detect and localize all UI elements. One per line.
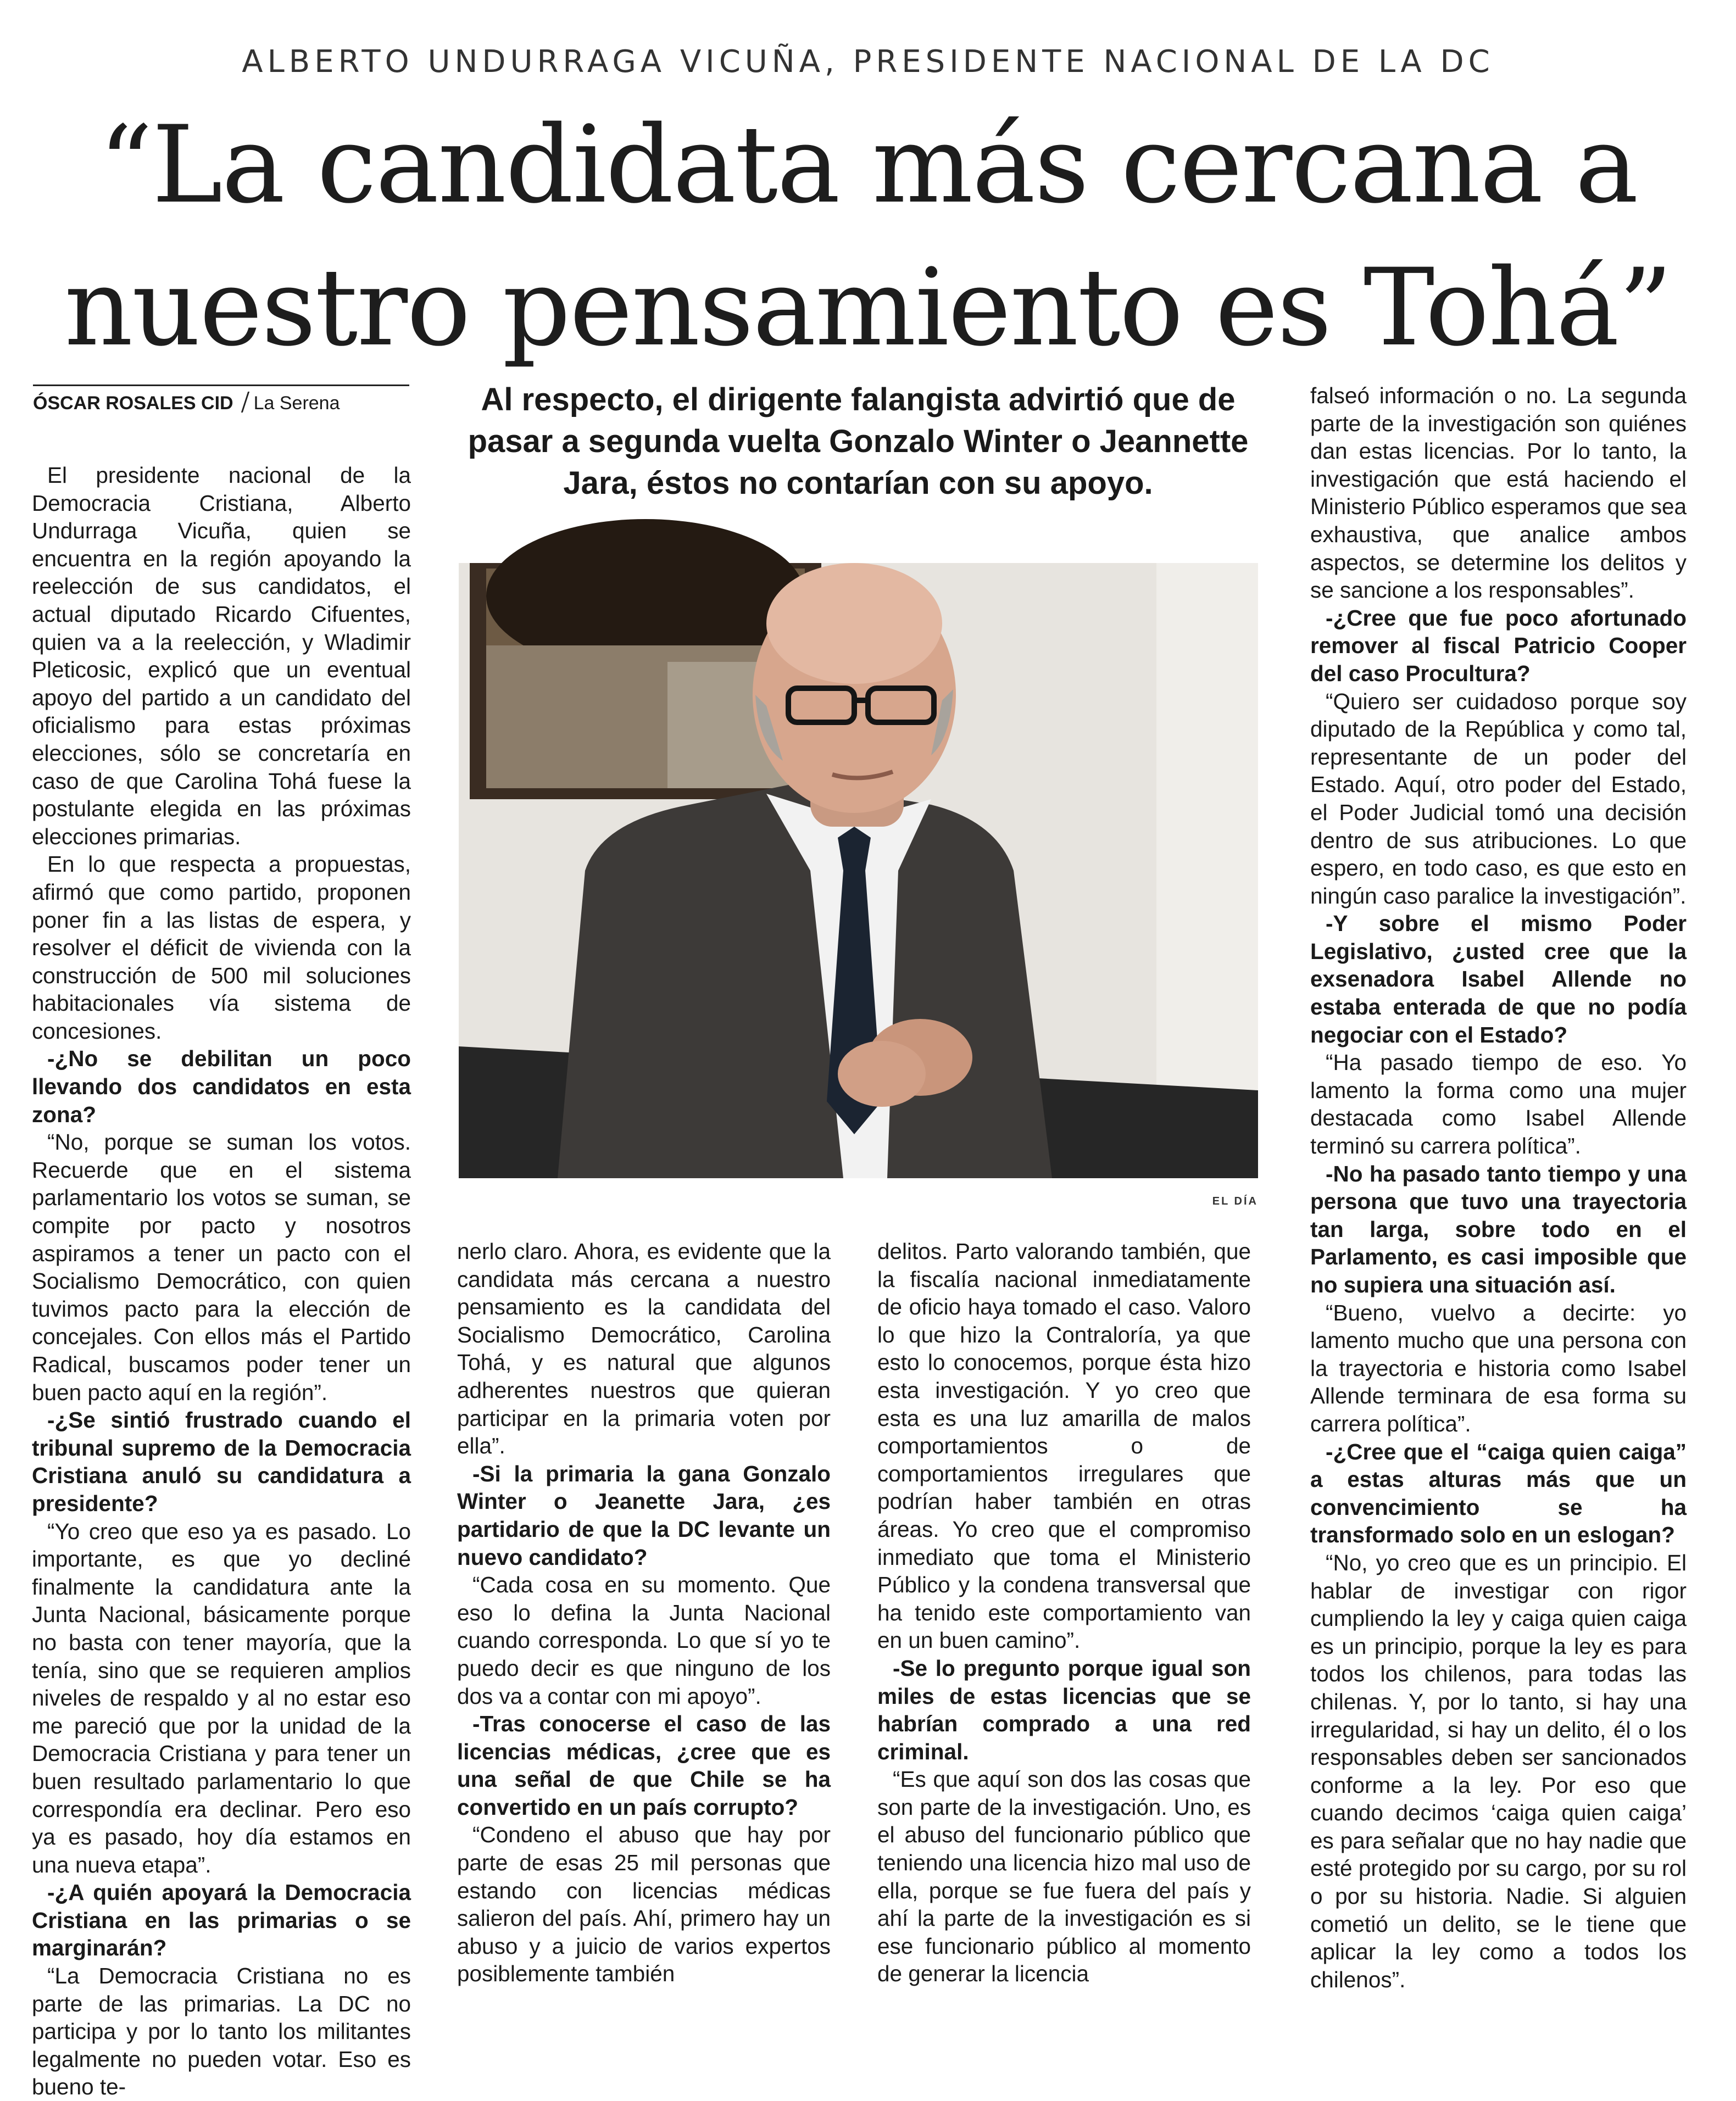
body-paragraph: “Cada cosa en su momento. Que eso lo defina la Junta Nacional cuando corresponda. Lo que sí yo te puedo decir es que ninguno de los dos va a contar con mi apoyo”. (457, 1572, 831, 1709)
interview-photo (459, 563, 1258, 1178)
article-kicker: ALBERTO UNDURRAGA VICUÑA, PRESIDENTE NACIONAL DE LA DC (242, 44, 1494, 80)
author-name: ÓSCAR ROSALES CID (33, 393, 233, 414)
man-in-suit-photo (459, 563, 1258, 1178)
body-paragraph: “No, porque se suman los votos. Recuerde que en el sistema parlamentario los votos se suman, se compite por pacto y nosotros aspiramos a tener un pacto con el Socialismo Democrático, con quien tuvimos pacto para la elección de concejales. Con ellos más el Partido Radical, buscamos poder tener un buen pacto aquí en la región”. (32, 1129, 411, 1405)
body-paragraph: “Bueno, vuelvo a decirte: yo lamento mucho que una persona con la trayectoria e historia como Isabel Allende terminara de esa forma su carrera política”. (1310, 1300, 1687, 1436)
interview-question: -Y sobre el mismo Poder Legislativo, ¿usted cree que la exsenadora Isabel Allende no estaba enterada de que no podía negociar con el Estado? (1310, 911, 1687, 1047)
body-paragraph: nerlo claro. Ahora, es evidente que la candidata más cercana a nuestro pensamiento es la candidata del Socialismo Democrático, Carolina Tohá, y es natural que algunos adherentes nuestros que quieran participar en la primaria voten por ella”. (457, 1239, 831, 1459)
interview-question: -Tras conocerse el caso de las licencias médicas, ¿cree que es una señal de que Chile se ha convertido en un país corrupto? (457, 1711, 831, 1820)
body-paragraph: “La Democracia Cristiana no es parte de las primarias. La DC no participa y por lo tanto los militantes legalmente no pueden votar. Eso es bueno te- (32, 1963, 411, 2100)
interview-question: -¿Se sintió frustrado cuando el tribunal supremo de la Democracia Cristiana anuló su candidatura a presidente? (32, 1407, 411, 1516)
body-paragraph: “Condeno el abuso que hay por parte de esas 25 mil personas que estando con licencias médicas salieron del país. Ahí, primero hay un abuso y a juicio de varios expertos posiblemente también (457, 1822, 831, 1987)
body-paragraph: delitos. Parto valorando también, que la fiscalía nacional inmediatamente de oficio haya tomado el caso. Valoro lo que hizo la Contraloría, ya que esto lo conocemos, porque ésta hizo esta investigación. Y yo creo que esta es una luz amarilla de malos comportamientos o de comportamientos irregulares que podrían haber también en otras áreas. Yo creo que el compromiso inmediato que toma el Ministerio Público y la condena transversal que ha tenido este comportamiento van en un buen camino”. (877, 1239, 1251, 1653)
article-column-3 (877, 1238, 1251, 1987)
body-paragraph: falseó información o no. La segunda parte de la investigación son quiénes dan estas licencias. Por lo tanto, la investigación que está haciendo el Ministerio Público esperamos que sea exhaustiva, que analice ambos aspectos, se determine los delitos y se sancione a los responsables”. (1310, 383, 1687, 603)
interview-question: -¿No se debilitan un poco llevando dos candidatos en esta zona? (32, 1046, 411, 1127)
headline-line-2: nuestro pensamiento es Tohá” (64, 246, 1672, 370)
article-column-4 (1310, 382, 1687, 1992)
byline-separator (241, 392, 249, 413)
article-column-2 (457, 1238, 831, 1987)
body-paragraph: “Ha pasado tiempo de eso. Yo lamento la forma como una mujer destacada como Isabel Allende terminó su carrera política”. (1310, 1050, 1687, 1159)
interview-question: -Si la primaria la gana Gonzalo Winter o Jeanette Jara, ¿es partidario de que la DC levante un nuevo candidato? (457, 1461, 831, 1570)
interview-question: -Se lo pregunto porque igual son miles de estas licencias que se habrían comprado a una red criminal. (877, 1655, 1251, 1764)
article-column-1 (32, 461, 411, 2100)
interview-question: -No ha pasado tanto tiempo y una persona que tuvo una trayectoria tan larga, sobre todo en el Parlamento, es casi imposible que no supiera una situación así. (1310, 1161, 1687, 1297)
interview-question: -¿Cree que el “caiga quien caiga” a estas alturas más que un convencimiento se ha transformado solo en un eslogan? (1310, 1439, 1687, 1548)
article-headline (33, 93, 1703, 379)
headline-line-1: “La candidata más cercana a (98, 103, 1638, 227)
body-paragraph: “Quiero ser cuidadoso porque soy diputado de la República y como tal, representante de un poder del Estado. Aquí, otro poder del Estado, el Poder Judicial tomó una decisión dentro de sus atribuciones. Lo que espero, en todo caso, es que esto en ningún caso paralice la investigación”. (1310, 688, 1687, 909)
photo-credit: EL DÍA (1212, 1195, 1258, 1207)
byline (33, 384, 409, 420)
dateline-location: La Serena (253, 393, 340, 414)
body-paragraph: El presidente nacional de la Democracia Cristiana, Alberto Undurraga Vicuña, quien se encuentra en la región apoyando la reelección de sus candidatos, el actual diputado Ricardo Cifuentes, quien va a la reelección, y Wladimir Pleticosic, explicó que un eventual apoyo del partido a un candidato del oficialismo para estas próximas elecciones, sólo se concretaría en caso de que Carolina Tohá fuese la postulante elegida en las próximas elecciones primarias. (32, 462, 411, 849)
body-paragraph: “Yo creo que eso ya es pasado. Lo importante, es que yo decliné finalmente la candidatura ante la Junta Nacional, básicamente porque no basta con tener mayoría, que la tenía, sino que se requieren amplios niveles de respaldo y al no estar eso me pareció que por la unidad de la Democracia Cristiana y para tener un buen resultado parlamentario lo que correspondía era declinar. Pero eso ya es pasado, hoy día estamos en una nueva etapa”. (32, 1518, 411, 1877)
interview-question: -¿A quién apoyará la Democracia Cristiana en las primarias o se marginarán? (32, 1880, 411, 1961)
body-paragraph: En lo que respecta a propuestas, afirmó que como partido, proponen poner fin a las listas de espera, y resolver el déficit de vivienda con la construcción de 500 mil soluciones habitacionales vía sistema de concesiones. (32, 851, 411, 1044)
article-lede: Al respecto, el dirigente falangista advirtió que de pasar a segunda vuelta Gonzalo Winter o Jeannette Jara, éstos no contarían con su apoyo. (468, 382, 1249, 501)
interview-question: -¿Cree que fue poco afortunado remover al fiscal Patricio Cooper del caso Procultura? (1310, 605, 1687, 686)
body-paragraph: “Es que aquí son dos las cosas que son parte de la investigación. Uno, es el abuso del funcionario público que teniendo una licencia hizo mal uso de ella, porque se fue fuera del país y ahí la parte de la investigación es si ese funcionario público al momento de generar la licencia (877, 1766, 1251, 1987)
body-paragraph: “No, yo creo que es un principio. El hablar de investigar con rigor cumpliendo la ley y caiga quien caiga es un principio, porque la ley es para todos los chilenos, para todas las chilenas. Y, por lo tanto, si hay una irregularidad, si hay un delito, él o los responsables deben ser sancionados conforme a la ley. Por eso que cuando decimos ‘caiga quien caiga’ es para señalar que no hay nadie que esté protegido por su cargo, por su rol o por su historia. Nadie. Si alguien cometió un delito, se le tiene que aplicar la ley como a todos los chilenos”. (1310, 1550, 1687, 1992)
